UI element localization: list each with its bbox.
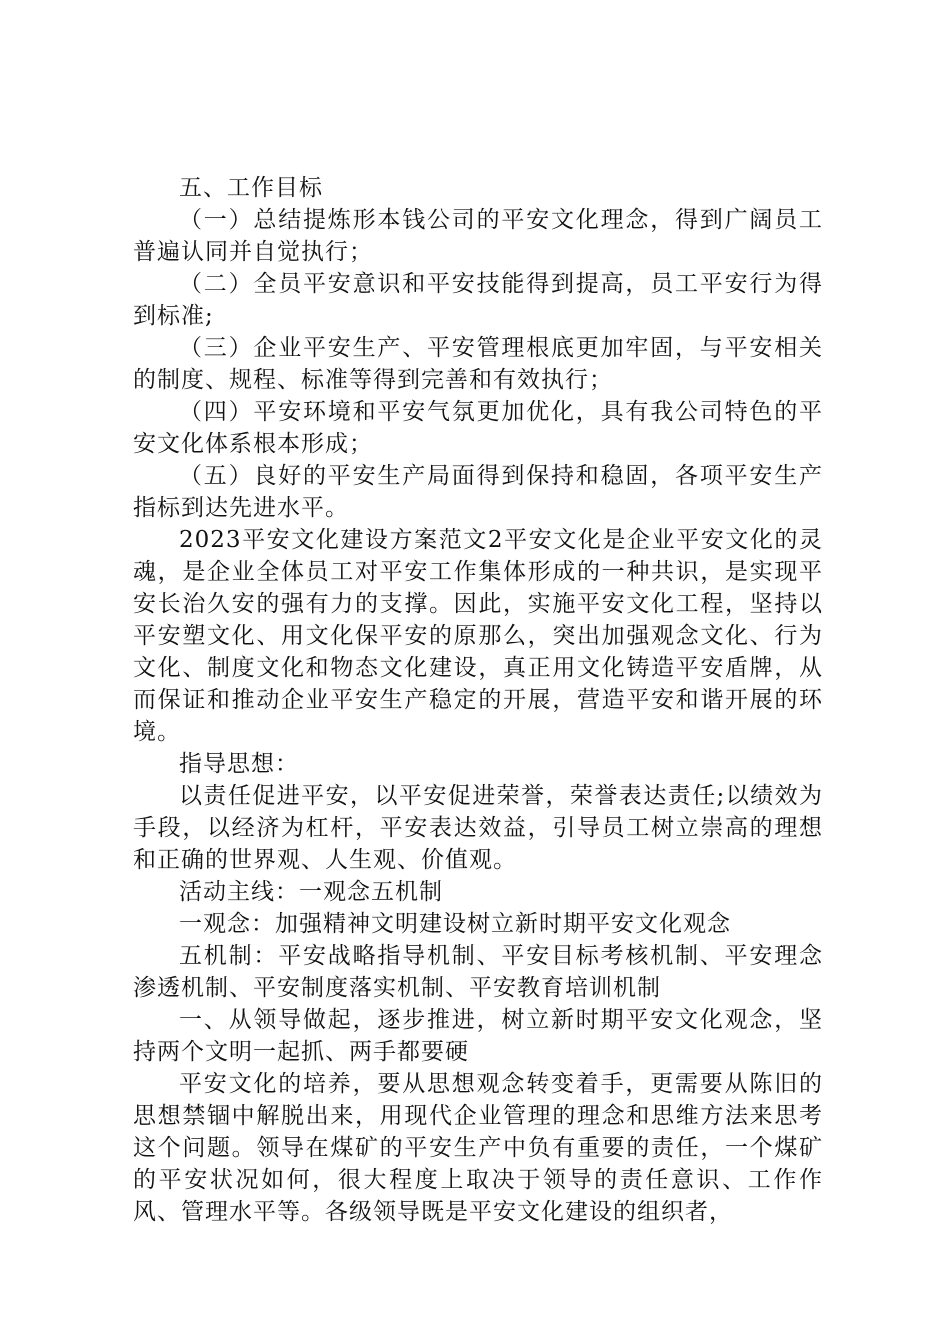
guiding-ideology-heading: 指导思想： [179, 751, 299, 777]
five-mechanisms: 五机制：平安战略指导机制、平安目标考核机制、平安理念渗透机制、平安制度落实机制、平安教育培训机制 [133, 943, 823, 1001]
goal-item-4: （四）平安环境和平安气氛更加优化，具有我公司特色的平安文化体系根本形成； [133, 399, 823, 457]
one-concept: 一观念：加强精神文明建设树立新时期平安文化观念 [179, 911, 731, 937]
goal-item-1: （一）总结提炼形本钱公司的平安文化理念，得到广阔员工普遍认同并自觉执行； [133, 207, 823, 265]
activity-mainline: 活动主线：一观念五机制 [179, 879, 443, 905]
intro-paragraph-2023: 2023平安文化建设方案范文2平安文化是企业平安文化的灵魂，是企业全体员工对平安工作集体形成的一种共识，是实现平安长治久安的强有力的支撑。因此，实施平安文化工程，坚持以平安塑文化、用文化保平安的原那么，突出加强观念文化、行为文化、制度文化和物态文化建设，真正用文化铸造平安盾牌，从而保证和推动企业平安生产稳定的开展，营造平安和谐开展的环境。 [133, 527, 823, 745]
goal-item-2: （二）全员平安意识和平安技能得到提高，员工平安行为得到标准; [133, 271, 823, 329]
body-paragraph-culture: 平安文化的培养，要从思想观念转变着手，更需要从陈旧的思想禁锢中解脱出来，用现代企业管理的理念和思维方法来思考这个问题。领导在煤矿的平安生产中负有重要的责任，一个煤矿的平安状况如何，很大程度上取决于领导的责任意识、工作作风、管理水平等。各级领导既是平安文化建设的组织者， [133, 1071, 823, 1225]
goal-item-5: （五）良好的平安生产局面得到保持和稳固，各项平安生产指标到达先进水平。 [133, 463, 823, 521]
goal-item-3: （三）企业平安生产、平安管理根底更加牢固，与平安相关的制度、规程、标准等得到完善和有效执行； [133, 335, 823, 393]
document-body [133, 172, 823, 1228]
section-one-heading: 一、从领导做起，逐步推进，树立新时期平安文化观念，坚持两个文明一起抓、两手都要硬 [133, 1007, 823, 1065]
section-heading-work-goals: 五、工作目标 [179, 175, 323, 201]
guiding-ideology-text: 以责任促进平安，以平安促进荣誉，荣誉表达责任;以绩效为手段，以经济为杠杆，平安表达效益，引导员工树立崇高的理想和正确的世界观、人生观、价值观。 [133, 783, 823, 873]
